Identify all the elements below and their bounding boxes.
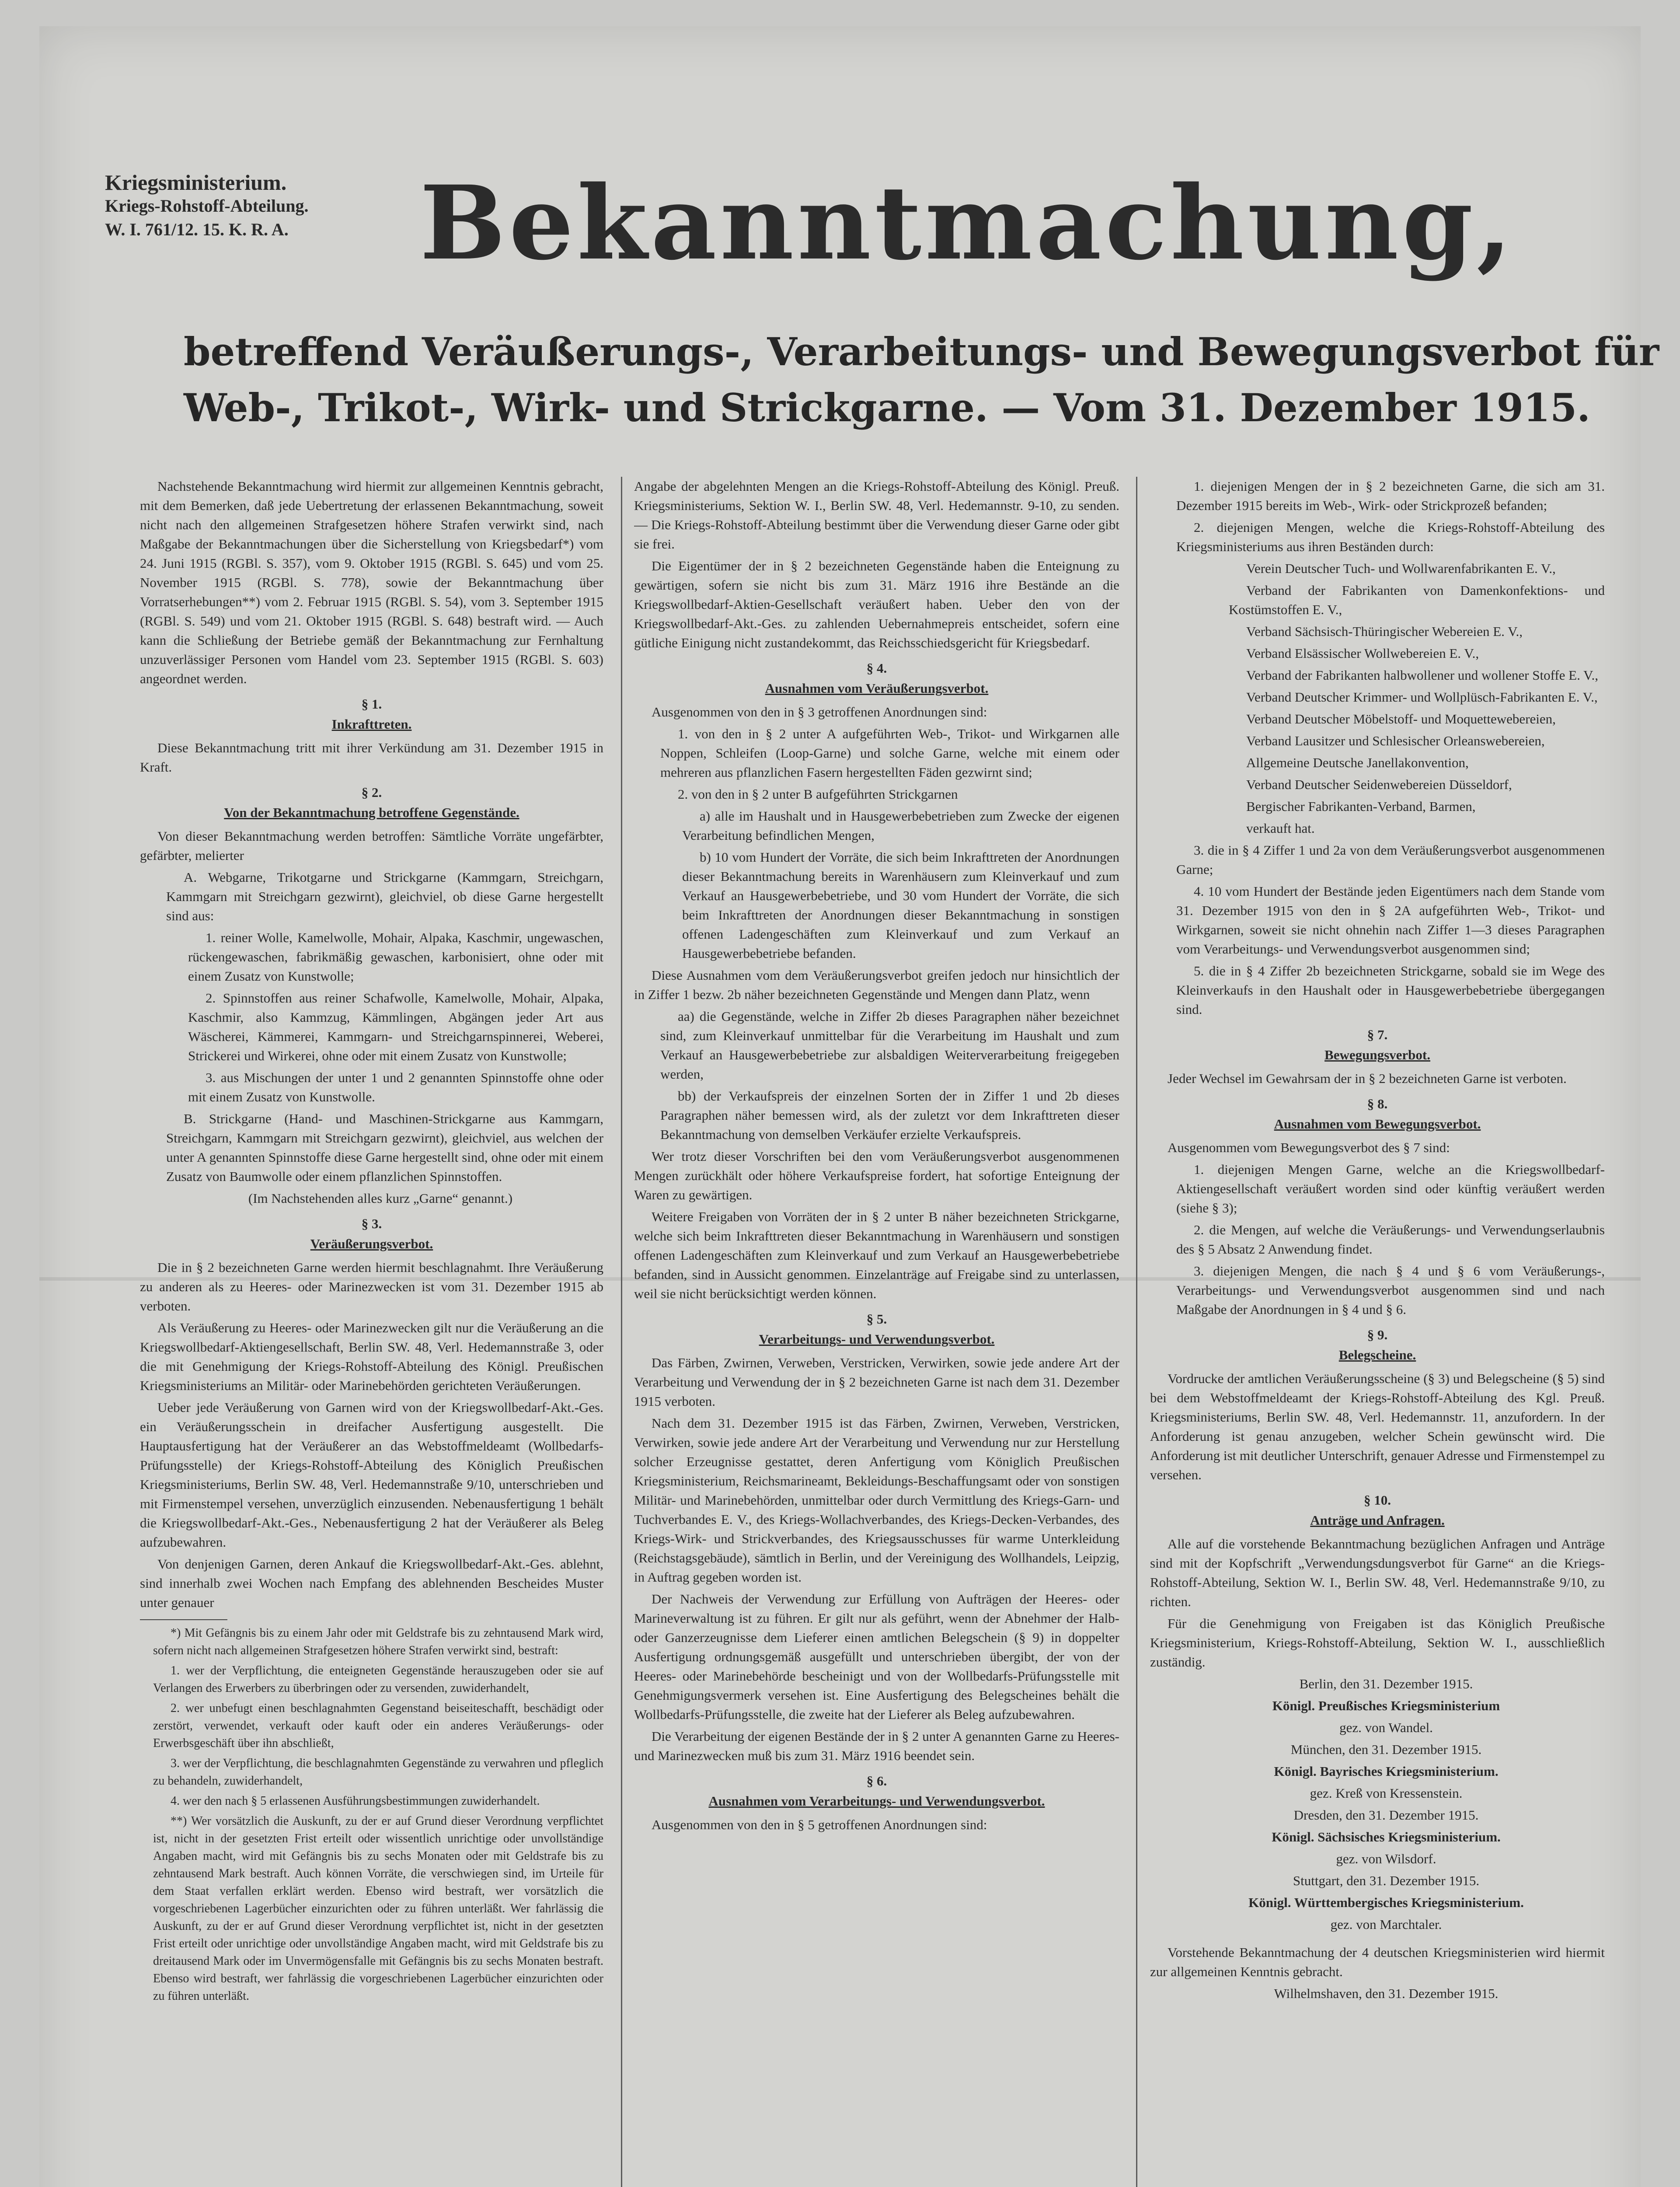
org-item: Verband Deutscher Krimmer- und Wollplüsch-Fabrikanten E. V., <box>1246 689 1598 705</box>
subtitle-line-2: Web-, Trikot-, Wirk- und Strickgarne. — Vom 31. Dezember 1915. <box>184 385 1590 430</box>
column-2 <box>634 477 1119 2187</box>
section-9-text: Vordrucke der amtlichen Veräußerungsscheine (§ 3) und Belegscheine (§ 5) sind bei dem Webstoffmeldeamt der Kriegs-Rohstoff-Abteilung des Kgl. Preuß. Kriegsministeriums, Berlin SW. 48, Verl. Hedemannstr. 11, anzufordern. In der Anforderung ist genau anzugeben, welcher Schein gewünscht wird. Die Anforderung ist mit deutlicher Unterschrift, genauer Adresse und Firmenstempel zu versehen. <box>1150 1371 1605 1482</box>
section-6-item-2: 2. diejenigen Mengen, welche die Kriegs-Rohstoff-Abteilung des Kriegsministeriums aus ihren Beständen durch: <box>1176 520 1605 554</box>
section-3-text-3: Ueber jede Veräußerung von Garnen wird von der Kriegswollbedarf-Akt.-Ges. ein Veräußerungsschein in dreifacher Ausfertigung ausgestellt. Die Hauptausfertigung hat der Veräußerer an das Webstoffmeldeamt (Wollbedarfs-Prüfungsstelle) der Kriegs-Rohstoff-Abteilung des Königlich Preußischen Kriegsministeriums, Berlin SW. 48, Verl. Hedemannstraße 9/10, unterschrieben und mit Firmenstempel versehen, unverzüglich einzusenden. Nebenausfertigung 1 behält die Kriegswollbedarf-Akt.-Ges., Nebenausfertigung 2 hat der Veräußerer als Beleg aufzubewahren. <box>140 1400 603 1550</box>
section-3-text-4: Von denjenigen Garnen, deren Ankauf die Kriegswollbedarf-Akt.-Ges. ablehnt, sind innerhalb zwei Wochen nach Empfang des ablehnenden Bescheides Muster unter genauer <box>140 1556 603 1610</box>
section-6-item-4: 4. 10 vom Hundert der Bestände jeden Eigentümers nach dem Stande vom 31. Dezember 1915 von den in § 2A aufgeführten Web-, Trikot- und Wirkgarnen, soweit sie nicht ohnehin nach Ziffer 1—3 dieses Paragraphen vom Verarbeitungs- und Verwendungsverbot ausgenommen sind; <box>1176 884 1605 957</box>
section-10-text-2: Für die Genehmigung von Freigaben ist das Königlich Preußische Kriegsministerium, Kriegs-Rohstoff-Abteilung, Sektion W. I., ausschließlich zuständig. <box>1150 1616 1605 1670</box>
section-4-conditions: Diese Ausnahmen vom dem Veräußerungsverbot greifen jedoch nur hinsichtlich der in Ziffer 1 bezw. 2b näher bezeichneten Gegenstände und Mengen dann Platz, wenn <box>634 968 1119 1002</box>
section-4-heading: Ausnahmen vom Veräußerungsverbot. <box>765 681 989 696</box>
section-3-number: § 3. <box>361 1216 382 1231</box>
org-item: Allgemeine Deutsche Janellakonvention, <box>1246 755 1469 770</box>
org-item: Verband der Fabrikanten von Damenkonfektions- und Kostümstoffen E. V., <box>1229 583 1605 617</box>
section-5-text-4: Die Verarbeitung der eigenen Bestände der in § 2 unter A genannten Garne zu Heeres- und Marinezwecken muß bis zum 31. März 1916 beendet sein. <box>634 1729 1119 1763</box>
section-10-text-1: Alle auf die vorstehende Bekanntmachung bezüglichen Anfragen und Anträge sind mit der Kopfschrift „Verwendungsdungsverbot für Garne“ an die Kriegs-Rohstoff-Abteilung, Sektion W. I., Berlin SW. 48, Verl. Hedemannstraße 9/10, zu richten. <box>1150 1536 1605 1609</box>
column-divider-1 <box>621 477 622 2187</box>
footnote-1-item-1: 1. wer der Verpflichtung, die enteigneten Gegenstände herauszugeben oder sie auf Verlangen des Erwerbers zu überbringen oder zu versenden, zuwiderhandelt, <box>153 1664 603 1695</box>
section-6-heading: Ausnahmen vom Verarbeitungs- und Verwendungsverbot. <box>708 1793 1045 1809</box>
org-item: Verband Elsässischer Wollwebereien E. V., <box>1246 646 1479 661</box>
footnote-1-item-2: 2. wer unbefugt einen beschlagnahmten Gegenstand beiseiteschafft, beschädigt oder zerstört, verwendet, verkauft oder kauft oder ein anderes Veräußerungs- oder Erwerbsgeschäft über ihn abschließt, <box>153 1701 603 1750</box>
section-8-text: Ausgenommen vom Bewegungsverbot des § 7 sind: <box>1168 1140 1450 1155</box>
footnote-rule <box>140 1619 227 1620</box>
section-5-number: § 5. <box>866 1311 887 1327</box>
section-4-penalty: Wer trotz dieser Vorschriften bei den vom Veräußerungsverbot ausgenommenen Mengen zurückhält oder höhere Verkaufspreise fordert, hat sofortige Enteignung der Waren zu gewärtigen. <box>634 1149 1119 1202</box>
page-subtitle <box>184 324 1659 436</box>
section-4-further-release: Weitere Freigaben von Vorräten der in § 2 unter B näher bezeichneten Strickgarne, welche sich beim Inkrafttreten dieser Bekanntmachung in Warenhäusern und sonstigen offenen Ladengeschäften zum Kleinverkauf und zum Verkauf an Hausgewerbebetriebe befanden, sind in Aussicht genommen. Einzelanträge auf Freigabe sind zu unterlassen, weil sie nicht berücksichtigt werden können. <box>634 1209 1119 1301</box>
org-item: Verband Lausitzer und Schlesischer Orleanswebereien, <box>1246 733 1545 748</box>
page-title: Bekanntmachung, <box>420 163 1516 283</box>
section-2-text: Von dieser Bekanntmachung werden betroffen: Sämtliche Vorräte ungefärbter, gefärbter, melierter <box>140 828 603 863</box>
org-item: Bergischer Fabrikanten-Verband, Barmen, <box>1246 799 1476 814</box>
section-6-item-1: 1. diejenigen Mengen der in § 2 bezeichneten Garne, die sich am 31. Dezember 1915 bereits im Web-, Wirk- oder Strickprozeß befanden; <box>1176 479 1605 513</box>
ministry-line-3: W. I. 761/12. 15. K. R. A. <box>105 220 289 239</box>
signature-munich-name: gez. Kreß von Kressenstein. <box>1310 1785 1463 1801</box>
section-1-heading: Inkrafttreten. <box>331 716 412 732</box>
intro-paragraph: Nachstehende Bekanntmachung wird hiermit zur allgemeinen Kenntnis gebracht, mit dem Bemerken, daß jede Uebertretung der erlassenen Bekanntmachung, soweit nicht nach den allgemeinen Strafgesetzen höhere Strafen verwirkt sind, nach Maßgabe der Bekanntmachungen über die Sicherstellung von Kriegsbedarf*) vom 24. Juni 1915 (RGBl. S. 357), vom 9. Oktober 1915 (RGBl. S. 645) und vom 25. November 1915 (RGBl. S. 778), sowie der Bekanntmachung über Vorratserhebungen**) vom 2. Februar 1915 (RGBl. S. 54), vom 3. September 1915 (RGBl. S. 549) und vom 21. Oktober 1915 (RGBl. S. 648) bestraft wird. — Auch kann die Schließung der Betriebe gemäß der Bekanntmachung zur Fernhaltung unzuverlässiger Personen vom Handel vom 23. September 1915 (RGBl. S. 603) angeordnet werden. <box>140 479 603 686</box>
signature-stuttgart-ministry: Königl. Württembergisches Kriegsministerium. <box>1248 1895 1524 1910</box>
column-divider-2 <box>1136 477 1137 2187</box>
section-2-item-a2: 2. Spinnstoffen aus reiner Schafwolle, Kamelwolle, Mohair, Alpaka, Kaschmir, also Kammzug, Kämmlingen, Abgängen jeder Art aus Wäscherei, Kämmerei, Kammgarn- und Streichgarnspinnerei, Weberei, Strickerei und Wirkerei, ohne oder mit einem Zusatz von Kunstwolle; <box>188 990 603 1063</box>
section-2-heading: Von der Bekanntmachung betroffene Gegenstände. <box>224 805 519 820</box>
section-6-item-5: 5. die in § 4 Ziffer 2b bezeichneten Strickgarne, sobald sie im Wege des Kleinverkaufs in den Haushalt oder in Hausgewerbebetriebe übergegangen sind. <box>1176 963 1605 1017</box>
section-8-item-1: 1. diejenigen Mengen Garne, welche an die Kriegswollbedarf-Aktiengesellschaft veräußert worden sind oder künftig veräußert werden (siehe § 3); <box>1176 1162 1605 1216</box>
signature-stuttgart-name: gez. von Marchtaler. <box>1330 1917 1442 1932</box>
section-2-item-b: B. Strickgarne (Hand- und Maschinen-Strickgarne aus Kammgarn, Streichgarn, Kammgarn mit Streichgarn gezwirnt), gleichviel, aus welchen der unter A genannten Spinnstoffe diese Garne hergestellt sind, ohne oder mit einem Zusatz von Baumwolle oder einem pflanzlichen Spinnstoffen. <box>166 1111 603 1184</box>
signature-berlin-date: Berlin, den 31. Dezember 1915. <box>1299 1676 1473 1691</box>
ministry-line-2: Kriegs-Rohstoff-Abteilung. <box>105 196 309 216</box>
section-7-number: § 7. <box>1367 1027 1388 1042</box>
section-4-condition-bb: bb) der Verkaufspreis der einzelnen Sorten der in Ziffer 1 und 2b dieses Paragraphen näher bemessen wird, als der zuletzt vor dem Inkrafttreten dieser Bekanntmachung von demselben Verkäufer erzielte Verkaufspreis. <box>660 1088 1119 1142</box>
org-item: Verein Deutscher Tuch- und Wollwarenfabrikanten E. V., <box>1246 561 1556 576</box>
section-4-item-2b: b) 10 vom Hundert der Vorräte, die sich beim Inkrafttreten der Anordnungen dieser Bekanntmachung bereits in Warenhäusern zum Kleinverkauf und zum Verkauf an Hausgewerbebetriebe, und 30 vom Hundert der Vorräte, die sich beim Inkrafttreten der Anordnungen dieser Bekanntmachung in sonstigen offenen Ladengeschäften zum Kleinverkauf und zum Verkauf an Hausgewerbebetriebe befanden. <box>682 849 1119 961</box>
section-4-condition-aa: aa) die Gegenstände, welche in Ziffer 2b dieses Paragraphen näher bezeichnet sind, zum Kleinverkauf unmittelbar für die Verarbeitung im Haushalt und zum Verkauf an Hausgewerbebetriebe zur alsbaldigen Weiterverarbeitung freigegeben werden, <box>660 1009 1119 1082</box>
section-3-heading: Veräußerungsverbot. <box>310 1236 433 1251</box>
section-2-note: (Im Nachstehenden alles kurz „Garne“ genannt.) <box>248 1191 513 1206</box>
section-2-number: § 2. <box>361 785 382 800</box>
section-1-text: Diese Bekanntmachung tritt mit ihrer Verkündung am 31. Dezember 1915 in Kraft. <box>140 740 603 775</box>
section-10-heading: Anträge und Anfragen. <box>1310 1513 1445 1528</box>
section-2-item-a3: 3. aus Mischungen der unter 1 und 2 genannten Spinnstoffe ohne oder mit einem Zusatz von Kunstwolle. <box>188 1070 603 1104</box>
section-5-text-3: Der Nachweis der Verwendung zur Erfüllung von Aufträgen der Heeres- oder Marineverwaltung ist zu führen. Er gilt nur als geführt, wenn der Abnehmer der Halb- oder Ganzerzeugnisse dem Lieferer einen amtlichen Belegschein (§ 9) in doppelter Ausfertigung ordnungsgemäß ausgefüllt und unterschrieben übergibt, der von der Heeres- oder Marinebehörde bescheinigt und von der Wollbedarfs-Prüfungsstelle mit Genehmigungsvermerk versehen ist. Eine Ausfertigung des Belegscheines behält die Wollbedarfs-Prüfungsstelle, die zweite hat der Lieferer als Beleg aufzubewahren. <box>634 1591 1119 1722</box>
section-3-expropriation: Die Eigentümer der in § 2 bezeichneten Gegenstände haben die Enteignung zu gewärtigen, sofern sie nicht bis zum 31. März 1916 ihre Bestände an die Kriegswollbedarf-Aktien-Gesellschaft veräußert haben. Ueber den von der Kriegswollbedarf-Akt.-Ges. zu zahlenden Uebernahmepreis entscheidet, sofern eine gütliche Einigung nicht zustandekommt, das Reichsschiedsgericht für Kriegsbedarf. <box>634 558 1119 650</box>
footnote-1: *) Mit Gefängnis bis zu einem Jahr oder mit Geldstrafe bis zu zehntausend Mark wird, sofern nicht nach allgemeinen Strafgesetzen höhere Strafen verwirkt sind, bestraft: <box>153 1626 603 1657</box>
footnote-2: **) Wer vorsätzlich die Auskunft, zu der er auf Grund dieser Verordnung verpflichtet ist, nicht in der gesetzten Frist erteilt oder wissentlich unrichtige oder unvollständige Angaben macht, wird mit Gefängnis bis zu sechs Monaten oder mit Geldstrafe bis zu zehntausend Mark bestraft. Auch können Vorräte, die verschwiegen sind, im Urteile für dem Staat verfallen erklärt werden. Ebenso wird bestraft, wer vorsätzlich die vorgeschriebenen Lagerbücher einzurichten oder zu führen unterläßt. Wer fahrlässig die Auskunft, zu der er auf Grund dieser Verordnung verpflichtet ist, nicht in der gesetzten Frist erteilt oder unrichtige oder unvollständige Angaben macht, wird mit Geldstrafe bis zu dreitausend Mark oder im Unvermögensfalle mit Gefängnis bis zu sechs Monaten bestraft. Ebenso wird bestraft, wer fahrlässig die vorgeschriebenen Lagerbücher einzurichten oder zu führen unterläßt. <box>153 1814 603 2003</box>
section-5-text-1: Das Färben, Zwirnen, Verweben, Verstricken, Verwirken, sowie jede andere Art der Verarbeitung und Verwendung der in § 2 bezeichneten Garne ist nach dem 31. Dezember 1915 verboten. <box>634 1355 1119 1409</box>
org-item: Verband Deutscher Seidenwebereien Düsseldorf, <box>1246 777 1512 792</box>
section-9-number: § 9. <box>1367 1327 1388 1342</box>
section-2-item-a1: 1. reiner Wolle, Kamelwolle, Mohair, Alpaka, Kaschmir, ungewaschen, rückengewaschen, fabrikmäßig gewaschen, karbonisiert, ohne oder mit einem Zusatz von Kunstwolle; <box>188 930 603 984</box>
org-item: Verband der Fabrikanten halbwollener und wollener Stoffe E. V., <box>1246 667 1598 683</box>
column-1 <box>140 477 603 2187</box>
section-5-text-2: Nach dem 31. Dezember 1915 ist das Färben, Zwirnen, Verweben, Verstricken, Verwirken, sowie jede andere Art der Verarbeitung und Verwendung nur zur Herstellung solcher Erzeugnisse gestattet, deren Anfertigung vom Königlich Preußischen Kriegsministerium, Reichsmarineamt, Bekleidungs-Beschaffungsamt oder von sonstigen Militär- und Marinebehörden, unmittelbar oder durch Vermittlung des Kriegs-Garn- und Tuchverbandes E. V., des Kriegs-Wollachverbandes, des Kriegs-Decken-Verbandes, des Kriegs-Wirk- und Strickverbandes, des Kriegsausschusses für warme Unterkleidung (Reichstagsgebäude), sämtlich in Berlin, und der Vereinigung des Wollhandels, Leipzig, in Auftrag gegeben worden ist. <box>634 1415 1119 1585</box>
section-8-item-3: 3. diejenigen Mengen, die nach § 4 und § 6 vom Veräußerungs-, Verarbeitungs- und Verwendungsverbot ausgenommen sind und nach Maßgabe der Anordnungen in § 4 und § 6. <box>1176 1263 1605 1317</box>
section-7-heading: Bewegungsverbot. <box>1324 1047 1430 1062</box>
signature-dresden-ministry: Königl. Sächsisches Kriegsministerium. <box>1272 1829 1501 1845</box>
signature-berlin-name: gez. von Wandel. <box>1339 1720 1433 1735</box>
footnote-1-item-4: 4. wer den nach § 5 erlassenen Ausführungsbestimmungen zuwiderhandelt. <box>171 1794 540 1808</box>
column-3 <box>1150 477 1605 2187</box>
section-4-text: Ausgenommen von den in § 3 getroffenen Anordnungen sind: <box>652 704 987 720</box>
section-8-item-2: 2. die Mengen, auf welche die Veräußerungs- und Verwendungserlaubnis des § 5 Absatz 2 Anwendung findet. <box>1176 1222 1605 1257</box>
signature-dresden-name: gez. von Wilsdorf. <box>1336 1851 1436 1866</box>
section-1-number: § 1. <box>361 696 382 712</box>
signature-munich-ministry: Königl. Bayrisches Kriegsministerium. <box>1274 1764 1499 1779</box>
section-6-number: § 6. <box>866 1773 887 1789</box>
section-5-heading: Verarbeitungs- und Verwendungsverbot. <box>759 1331 995 1347</box>
section-9-heading: Belegscheine. <box>1338 1347 1416 1363</box>
org-item: Verband Sächsisch-Thüringischer Webereien E. V., <box>1246 624 1523 639</box>
signature-berlin-ministry: Königl. Preußisches Kriegsministerium <box>1272 1698 1500 1713</box>
section-8-number: § 8. <box>1367 1096 1388 1111</box>
final-notice: Vorstehende Bekanntmachung der 4 deutschen Kriegsministerien wird hiermit zur allgemeinen Kenntnis gebracht. <box>1150 1945 1605 1979</box>
section-7-text: Jeder Wechsel im Gewahrsam der in § 2 bezeichneten Garne ist verboten. <box>1168 1071 1567 1086</box>
footnote-1-item-3: 3. wer der Verpflichtung, die beschlagnahmten Gegenstände zu verwahren und pfleglich zu behandeln, zuwiderhandelt, <box>153 1757 603 1788</box>
section-6-item-2-end: verkauft hat. <box>1246 821 1315 836</box>
section-3-continued: Angabe der abgelehnten Mengen an die Kriegs-Rohstoff-Abteilung des Königl. Preuß. Kriegsministeriums, Sektion W. I., Berlin SW. 48, Verl. Hedemannstr. 9-10, zu senden. — Die Kriegs-Rohstoff-Abteilung bestimmt über die Verwendung dieser Garne oder gibt sie frei. <box>634 479 1119 552</box>
place-date: Wilhelmshaven, den 31. Dezember 1915. <box>1274 1986 1499 2001</box>
section-8-heading: Ausnahmen vom Bewegungsverbot. <box>1274 1116 1481 1132</box>
ministry-line-1: Kriegsministerium. <box>105 170 287 195</box>
section-2-item-a: A. Webgarne, Trikotgarne und Strickgarne (Kammgarn, Streichgarn, Kammgarn mit Streichgarn gezwirnt), gleichviel, ob diese Garne hergestellt sind aus: <box>166 870 603 923</box>
section-4-item-2a: a) alle im Haushalt und in Hausgewerbebetrieben zum Zwecke der eigenen Verarbeitung befindlichen Mengen, <box>682 808 1119 843</box>
section-6-item-3: 3. die in § 4 Ziffer 1 und 2a von dem Veräußerungsverbot ausgenommenen Garne; <box>1176 842 1605 877</box>
section-10-number: § 10. <box>1364 1492 1391 1508</box>
org-item: Verband Deutscher Möbelstoff- und Moquettewebereien, <box>1246 711 1556 727</box>
section-4-number: § 4. <box>866 660 887 676</box>
subtitle-line-1: betreffend Veräußerungs-, Verarbeitungs- und Bewegungsverbot für <box>184 329 1659 374</box>
section-6-text: Ausgenommen von den in § 5 getroffenen Anordnungen sind: <box>652 1817 987 1832</box>
section-3-text-2: Als Veräußerung zu Heeres- oder Marinezwecken gilt nur die Veräußerung an die Kriegswollbedarf-Aktiengesellschaft, Berlin SW. 48, Verl. Hedemannstraße 3, oder die mit Genehmigung der Kriegs-Rohstoff-Abteilung des Königl. Preußischen Kriegsministeriums an Militär- oder Marinebehörden gerichteten Veräußerungen. <box>140 1320 603 1393</box>
ministry-header <box>105 171 376 241</box>
section-3-text-1: Die in § 2 bezeichneten Garne werden hiermit beschlagnahmt. Ihre Veräußerung zu anderen als zu Heeres- oder Marinezwecken ist vom 31. Dezember 1915 ab verboten. <box>140 1260 603 1314</box>
signature-munich-date: München, den 31. Dezember 1915. <box>1290 1742 1482 1757</box>
signature-dresden-date: Dresden, den 31. Dezember 1915. <box>1293 1807 1479 1823</box>
section-4-item-2: 2. von den in § 2 unter B aufgeführten Strickgarnen <box>678 786 958 802</box>
signature-stuttgart-date: Stuttgart, den 31. Dezember 1915. <box>1293 1873 1480 1888</box>
section-4-item-1: 1. von den in § 2 unter A aufgeführten Web-, Trikot- und Wirkgarnen alle Noppen, Schleifen (Loop-Garne) und solche Garne, welche mit einem oder mehreren aus pflanzlichen Fasern hergestellten Fäden gezwirnt sind; <box>660 726 1119 780</box>
